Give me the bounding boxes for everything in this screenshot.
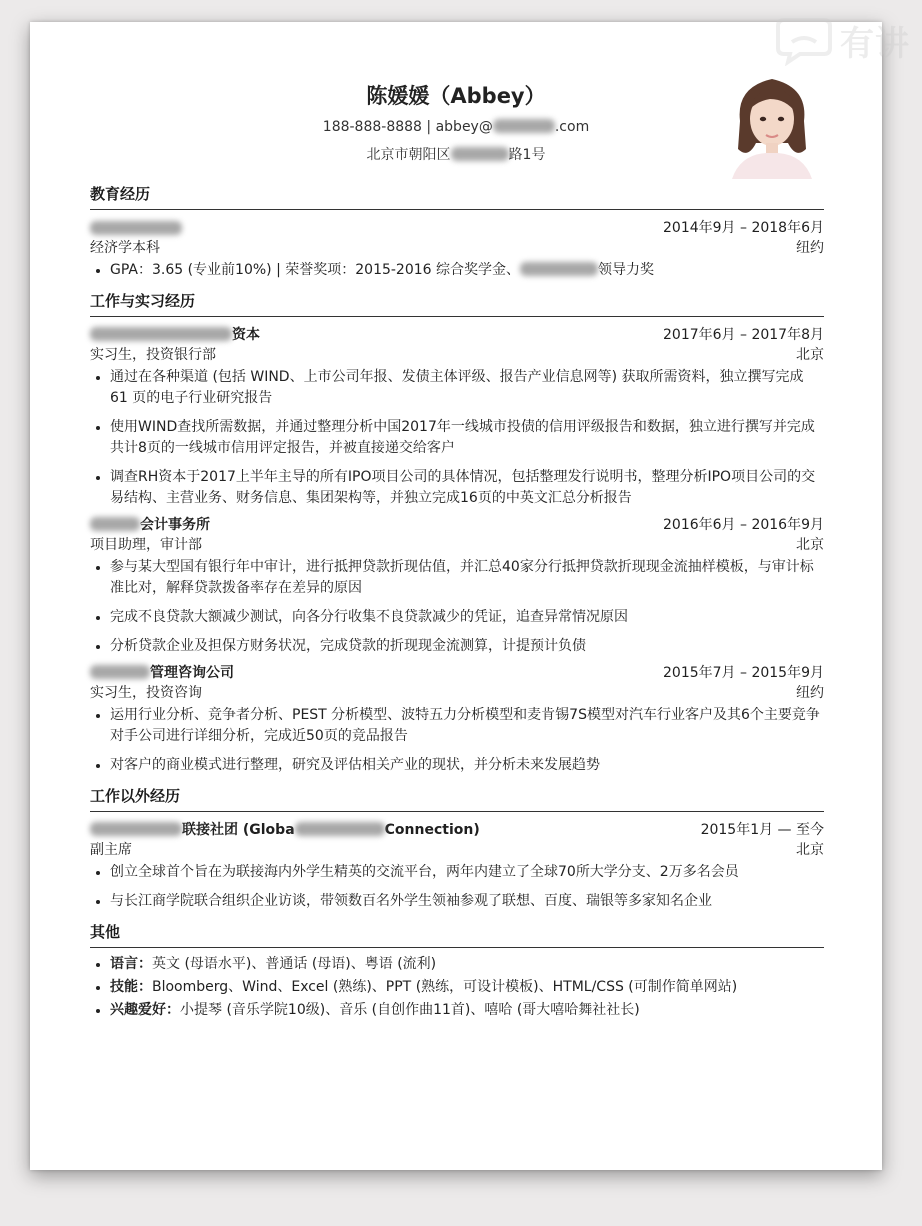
extra-location: 北京 xyxy=(796,842,824,858)
job-role: 实习生，投资咨询 xyxy=(90,685,202,701)
watermark-logo xyxy=(774,14,910,66)
job-organization: 管理咨询公司 xyxy=(90,663,234,683)
education-degree: 经济学本科 xyxy=(90,240,160,256)
contact-separator: | xyxy=(426,119,432,135)
job-location: 北京 xyxy=(796,347,824,363)
resume-body xyxy=(90,174,824,1023)
education-entry xyxy=(90,218,824,281)
email-suffix: .com xyxy=(554,119,590,135)
job-entry xyxy=(90,515,824,657)
phone-number: 188-888-8888 xyxy=(322,119,422,135)
list-item: • 语言：英文 (母语水平)、普通话 (母语)、粤语 (流利) xyxy=(110,954,824,975)
section-title-extra: 工作以外经历 xyxy=(90,785,824,812)
redacted-blur xyxy=(90,327,232,341)
extra-organization: 联接社团 (Globa Connection) xyxy=(90,820,480,840)
redacted-blur xyxy=(451,147,509,161)
job-role: 项目助理，审计部 xyxy=(90,537,202,553)
list-item: • 技能：Bloomberg、Wind、Excel (熟练)、PPT (熟练，可设计模板)、HTML/CSS (可制作简单网站) xyxy=(110,977,824,998)
email-prefix: abbey@ xyxy=(435,119,493,135)
job-role: 实习生，投资银行部 xyxy=(90,347,216,363)
list-item: • 创立全球首个旨在为联接海内外学生精英的交流平台，两年内建立了全球70所大学分支、2万多名会员 xyxy=(110,862,824,883)
job-entry xyxy=(90,325,824,509)
list-item: • 参与某大型国有银行年中审计，进行抵押贷款折现估值，并汇总40家分行抵押贷款折现现金流抽样模板，与审计标准比对，解释贷款拨备率存在差异的原因 xyxy=(110,557,824,599)
job-location: 纽约 xyxy=(796,685,824,701)
chat-bubble-icon xyxy=(774,14,834,66)
redacted-blur xyxy=(493,119,555,133)
education-location: 纽约 xyxy=(796,240,824,256)
list-item: • 对客户的商业模式进行整理，研究及评估相关产业的现状，并分析未来发展趋势 xyxy=(110,755,824,776)
list-item: • 运用行业分析、竞争者分析、PEST 分析模型、波特五力分析模型和麦肯锡7S模型对汽车行业客户及其6个主要竞争对手公司进行详细分析，完成近50页的竞品报告 xyxy=(110,705,824,747)
job-dates: 2015年7月 – 2015年9月 xyxy=(663,665,824,681)
extra-entry xyxy=(90,820,824,912)
list-item: • 调查RH资本于2017上半年主导的所有IPO项目公司的具体情况，包括整理发行说明书，整理分析IPO项目公司的交易结构、主营业务、财务信息、集团架构等，并独立完成16页的中英文汇总分析报告 xyxy=(110,467,824,509)
education-dates: 2014年9月 – 2018年6月 xyxy=(663,220,824,236)
list-item: • 使用WIND查找所需数据，并通过整理分析中国2017年一线城市投债的信用评级报告和数据，独立进行撰写并完成共计8页的一线城市信用评定报告，并被直接递交给客户 xyxy=(110,417,824,459)
extra-role: 副主席 xyxy=(90,842,132,858)
watermark-text: 有讲 xyxy=(840,23,910,64)
job-dates: 2016年6月 – 2016年9月 xyxy=(663,517,824,533)
redacted-blur xyxy=(90,665,150,679)
job-dates: 2017年6月 – 2017年8月 xyxy=(663,327,824,343)
section-title-education: 教育经历 xyxy=(90,183,824,210)
profile-photo xyxy=(726,69,818,179)
candidate-name: 陈媛媛（Abbey） xyxy=(366,84,546,108)
redacted-blur xyxy=(90,221,182,235)
section-title-other: 其他 xyxy=(90,921,824,948)
redacted-blur xyxy=(90,517,140,531)
list-item: • GPA：3.65 (专业前10%) | 荣誉奖项：2015-2016 综合奖学金、 领导力奖 xyxy=(110,260,824,281)
resume-page xyxy=(30,22,882,1170)
job-location: 北京 xyxy=(796,537,824,553)
list-item: • 完成不良贷款大额减少测试，向各分行收集不良贷款减少的凭证，追查异常情况原因 xyxy=(110,607,824,628)
redacted-blur xyxy=(90,822,182,836)
address-suffix: 路1号 xyxy=(508,147,546,163)
section-title-work: 工作与实习经历 xyxy=(90,290,824,317)
job-organization: 资本 xyxy=(90,325,260,345)
list-item: • 与长江商学院联合组织企业访谈，带领数百名外学生领袖参观了联想、百度、瑞银等多家知名企业 xyxy=(110,891,824,912)
extra-dates: 2015年1月 — 至今 xyxy=(700,822,824,838)
address-prefix: 北京市朝阳区 xyxy=(366,147,451,163)
redacted-blur xyxy=(520,262,598,276)
list-item: • 兴趣爱好：小提琴 (音乐学院10级)、音乐 (自创作曲11首)、嘻哈 (哥大嘻哈舞社社长) xyxy=(110,1000,824,1021)
list-item: • 通过在各种渠道 (包括 WIND、上市公司年报、发债主体评级、报告产业信息网等) 获取所需资料，独立撰写完成 61 页的电子行业研究报告 xyxy=(110,367,824,409)
list-item: • 分析贷款企业及担保方财务状况，完成贷款的折现现金流测算，计提预计负债 xyxy=(110,636,824,657)
redacted-blur xyxy=(295,822,385,836)
job-organization: 会计事务所 xyxy=(90,515,210,535)
job-entry xyxy=(90,663,824,776)
